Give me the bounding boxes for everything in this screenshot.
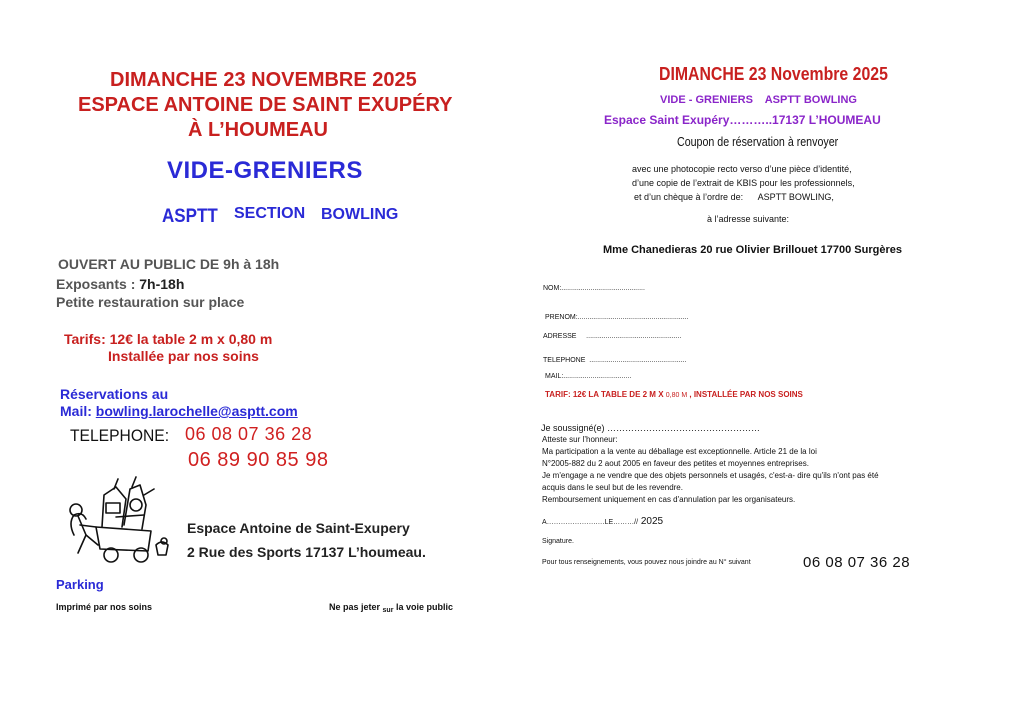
- litter-note-sur: sur: [382, 607, 394, 614]
- right-declaration-3: Je m'engage a ne vendre que des objets personnels et usagés, c'est-a- dire qu'ils n'ont pas été: [542, 471, 879, 480]
- mail-link[interactable]: bowling.larochelle@asptt.com: [95, 403, 298, 419]
- left-tarifs: Tarifs: 12€ la table 2 m x 0,80 m: [64, 331, 273, 347]
- left-litter-note: [329, 602, 453, 612]
- left-tel-2: 06 89 90 85 98: [188, 449, 329, 471]
- tarif-c: , INSTALLÉE PAR NOS SOINS: [687, 390, 803, 399]
- left-org-asptt: ASPTT: [162, 204, 218, 227]
- right-declaration-2: N°2005-882 du 2 aout 2005 en faveur des petites et moyennes entreprises.: [542, 459, 809, 468]
- right-declaration-5: Remboursement uniquement en cas d'annulation par les organisateurs.: [542, 495, 796, 504]
- field-signature[interactable]: Signature.: [542, 538, 574, 545]
- left-title-venue: ESPACE ANTOINE DE SAINT EXUPÉRY: [78, 94, 453, 116]
- left-org-section: SECTION: [234, 205, 306, 222]
- right-coupon-heading: Coupon de réservation à renvoyer: [677, 134, 839, 149]
- left-mail: [60, 403, 298, 419]
- left-address-venue: Espace Antoine de Saint-Exupery: [187, 520, 410, 536]
- exposants-hours: 7h-18h: [139, 276, 185, 292]
- right-photo-line1: avec une photocopie recto verso d’une pièce d’identité,: [632, 164, 852, 174]
- right-declaration-1: Ma participation a la vente au déballage est exceptionnelle. Article 21 de la loi: [542, 447, 817, 456]
- left-event-name: VIDE-GRENIERS: [167, 157, 363, 184]
- field-nom[interactable]: NOM:...........................................: [543, 285, 645, 292]
- litter-note-c: la voie public: [393, 602, 453, 612]
- left-tel-label: TELEPHONE:: [70, 426, 170, 445]
- tarif-b: 0,80 M: [665, 392, 688, 399]
- left-title-town: À L’HOUMEAU: [188, 119, 328, 141]
- date-prefix: A………………….…LE………//: [542, 519, 639, 526]
- left-printed-note: Imprimé par nos soins: [56, 602, 153, 612]
- left-title-date: DIMANCHE 23 NOVEMBRE 2025: [110, 69, 417, 91]
- left-exposants: [56, 276, 184, 292]
- right-contact-phone: 06 08 07 36 28: [803, 554, 911, 571]
- right-photo-line3: et d’un chèque à l’ordre de: ASPTT BOWLING,: [634, 192, 834, 202]
- litter-note-a: Ne pas jeter: [329, 602, 383, 612]
- right-photo-line2: d’une copie de l’extrait de KBIS pour les professionnels,: [632, 178, 855, 188]
- left-tel-1: 06 08 07 36 28: [185, 424, 313, 444]
- left-parking: Parking: [56, 577, 104, 592]
- field-telephone[interactable]: TELEPHONE ..................................................: [543, 357, 687, 364]
- date-year: 2025: [638, 516, 664, 527]
- right-atteste: Atteste sur l’honneur:: [542, 435, 618, 444]
- left-opening-hours: OUVERT AU PUBLIC DE 9h à 18h: [58, 256, 280, 272]
- left-reservations: Réservations au: [60, 386, 169, 402]
- right-tarif: [545, 390, 803, 399]
- right-event-org: VIDE - GRENIERS ASPTT BOWLING: [660, 94, 857, 106]
- flea-market-cart-illustration: [56, 475, 171, 570]
- field-mail[interactable]: MAIL:...................................: [545, 373, 632, 380]
- field-prenom[interactable]: PRENOM:.........................................................: [545, 314, 689, 321]
- exposants-label: Exposants :: [56, 276, 140, 292]
- mail-label: Mail:: [60, 403, 96, 419]
- right-address-intro: à l’adresse suivante:: [707, 214, 790, 224]
- left-address-street: 2 Rue des Sports 17137 L’houmeau.: [187, 544, 426, 560]
- field-soussigne[interactable]: Je soussigné(e) ……………………………………………: [541, 423, 761, 433]
- field-date-place[interactable]: [542, 516, 663, 527]
- field-adresse[interactable]: ADRESSE .................................................: [543, 333, 682, 340]
- right-contact-note: Pour tous renseignements, vous pouvez nous joindre au N° suivant: [542, 559, 751, 566]
- right-mailing-address: Mme Chanedieras 20 rue Olivier Brillouet 17700 Surgères: [603, 244, 902, 256]
- right-declaration-4: acquis dans le seul but de les revendre.: [542, 483, 683, 492]
- left-tarifs-installation: Installée par nos soins: [108, 348, 259, 364]
- right-venue: Espace Saint Exupéry………..17137 L’HOUMEAU: [604, 113, 881, 127]
- right-title: DIMANCHE 23 Novembre 2025: [659, 64, 888, 84]
- left-org-bowling: BOWLING: [321, 206, 399, 223]
- left-restauration: Petite restauration sur place: [56, 294, 245, 310]
- tarif-a: TARIF: 12€ LA TABLE DE 2 M X: [545, 390, 666, 399]
